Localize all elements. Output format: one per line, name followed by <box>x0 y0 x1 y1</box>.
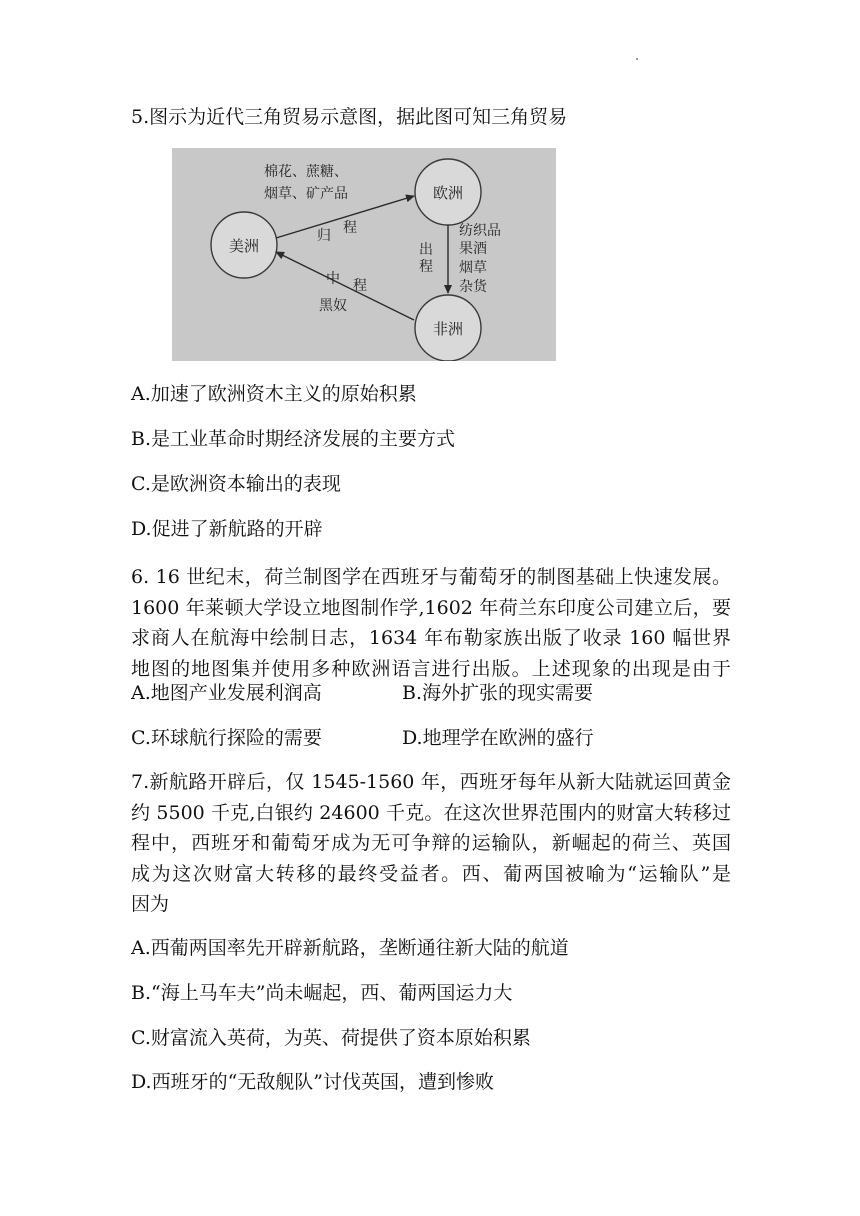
q5-option-c: C.是欧洲资本输出的表现 <box>131 473 341 495</box>
q7-option-a: A.西葡两国率先开辟新航路，垄断通往新大陆的航道 <box>131 937 569 959</box>
triangle-trade-figure <box>172 148 556 361</box>
q6-stem-line: 6. 16 世纪末，荷兰制图学在西班牙与葡萄牙的制图基础上快速发展。 <box>131 566 731 588</box>
outward-goods-1: 纺织品 <box>459 223 501 239</box>
q6-option-c: C.环球航行探险的需要 <box>131 727 322 749</box>
outward-goods-4: 杂货 <box>459 279 487 295</box>
outward-goods-2: 果酒 <box>459 241 487 257</box>
node-europe <box>415 159 481 225</box>
svg-text:欧洲: 欧洲 <box>432 184 464 202</box>
middle-label-1: 中 <box>326 271 340 287</box>
q6-option-d: D.地理学在欧洲的盛行 <box>402 727 594 749</box>
page-speck <box>636 58 638 60</box>
q5-option-b: B.是工业革命时期经济发展的主要方式 <box>131 428 456 450</box>
q5-option-a: A.加速了欧洲资木主义的原始积累 <box>131 383 417 405</box>
q6-option-a: A.地图产业发展利润高 <box>131 682 322 704</box>
q6-stem-line: 求商人在航海中绘制日志，1634 年布勒家族出版了收录 160 幅世界 <box>131 627 731 649</box>
return-goods-line2: 烟草、矿产品 <box>264 186 348 202</box>
return-goods-line1: 棉花、蔗糖、 <box>264 164 348 180</box>
q7-stem-line: 程中，西班牙和葡萄牙成为无可争辩的运输队，新崛起的荷兰、英国 <box>131 832 731 854</box>
outward-label-1: 出 <box>419 242 433 258</box>
q6-stem-line: 1600 年莱顿大学设立地图制作学,1602 年荷兰东印度公司建立后，要 <box>131 596 731 619</box>
q7-stem-line: 7.新航路开辟后，仅 1545-1560 年，西班牙每年从新大陆就运回黄金 <box>131 771 731 793</box>
node-africa <box>415 295 481 361</box>
node-america <box>211 212 277 278</box>
outward-goods-3: 烟草 <box>459 260 487 276</box>
svg-text:非洲: 非洲 <box>432 320 464 338</box>
middle-label-2: 程 <box>353 278 367 294</box>
q7-option-b: B.“海上马车夫”尚未崛起，西、葡两国运力大 <box>131 982 513 1004</box>
q6-stem <box>131 562 731 684</box>
q7-stem-line: 成为这次财富大转移的最终受益者。西、葡两国被喻为“运输队”是 <box>131 862 731 885</box>
q7-stem <box>131 767 731 920</box>
q7-stem-line: 因为 <box>131 893 170 915</box>
q6-option-b: B.海外扩张的现实需要 <box>402 682 594 704</box>
q7-option-d: D.西班牙的“无敌舰队”讨伐英国，遭到惨败 <box>131 1071 495 1093</box>
outward-label-2: 程 <box>419 259 433 275</box>
svg-text:美洲: 美洲 <box>228 237 260 255</box>
q6-stem-line: 地图的地图集并使用多种欧洲语言进行出版。上述现象的出现是由于 <box>131 657 731 680</box>
return-label-2: 程 <box>343 220 357 236</box>
q7-stem-line: 约 5500 千克,白银约 24600 千克。在这次世界范围内的财富大转移过 <box>131 801 731 824</box>
q7-option-c: C.财富流入英荷，为英、荷提供了资本原始积累 <box>131 1027 531 1049</box>
return-label-1: 归 <box>317 228 331 244</box>
q5-option-d: D.促进了新航路的开辟 <box>131 518 323 540</box>
middle-goods: 黑奴 <box>319 298 347 314</box>
q5-stem: 5.图示为近代三角贸易示意图，据此图可知三角贸易 <box>131 106 568 128</box>
